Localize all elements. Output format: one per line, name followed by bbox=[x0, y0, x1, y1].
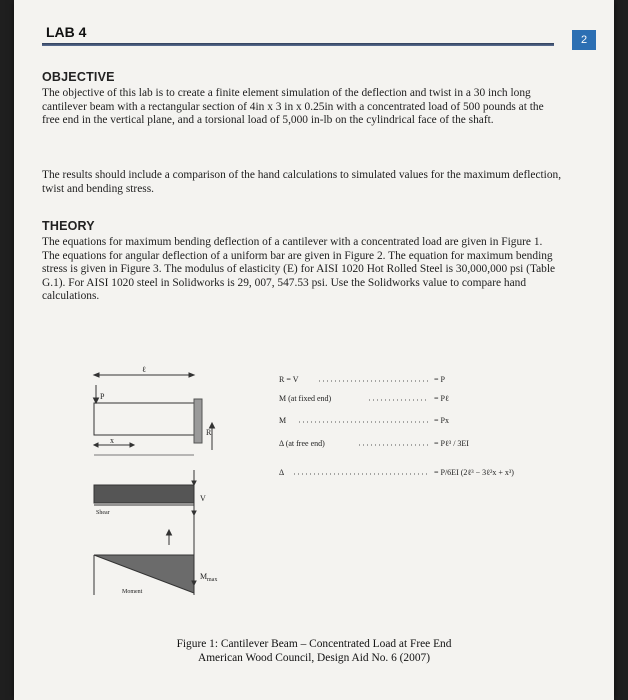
equation-4-lhs: Δ (at free end) bbox=[279, 439, 325, 448]
label-reaction: R bbox=[206, 428, 212, 437]
label-load: P bbox=[100, 392, 105, 401]
label-moment: Moment bbox=[122, 589, 143, 595]
page-number-badge: 2 bbox=[572, 30, 596, 50]
label-x: x bbox=[110, 436, 114, 445]
header-title: LAB 4 bbox=[46, 24, 87, 40]
label-v: V bbox=[200, 494, 206, 503]
label-shear: Shear bbox=[96, 510, 110, 516]
figure-1 bbox=[74, 355, 574, 635]
theory-heading: THEORY bbox=[42, 219, 95, 233]
figure-caption bbox=[14, 637, 614, 665]
equation-1-lhs: R = V bbox=[279, 375, 299, 384]
equation-1-rhs: = P bbox=[434, 375, 445, 384]
document-page bbox=[14, 0, 614, 700]
objective-heading: OBJECTIVE bbox=[42, 70, 115, 84]
objective-paragraph-1: The objective of this lab is to create a finite element simulation of the deflection and twist in a 30 inch long cantilever beam with a rectangular section of 4in x 3 in x 0.25in with a concentrated load of 500 pounds at the free end in the vertical plane, and a torsional load of 5,000 in-lb on the cylindrical face of the shaft. bbox=[42, 87, 544, 127]
theory-paragraph: The equations for maximum bending deflection of a cantilever with a concentrated load are given in Figure 1. The equations for angular deflection of a uniform bar are given in Figure 2. The equation for maximum bending stress is given in Figure 3. The modulus of elasticity (E) for AISI 1020 Hot Rolled Steel is 30,000,000 psi (Table G.1). For AISI 1020 steel in Solidworks is 29, 007, 547.53 psi. Use the Solidworks value to compare hand calculations. bbox=[42, 236, 556, 303]
objective-paragraph-2: The results should include a comparison of the hand calculations to simulated values for the maximum deflection, twist and bending stress. bbox=[42, 169, 562, 195]
equations-block bbox=[279, 375, 514, 477]
equation-2-lhs: M (at fixed end) bbox=[279, 394, 332, 403]
equation-4-rhs: = Pℓ³ / 3EI bbox=[434, 439, 469, 448]
equation-2-rhs: = Pℓ bbox=[434, 394, 449, 403]
label-length: ℓ bbox=[142, 365, 146, 374]
figure-1-diagram bbox=[74, 355, 574, 635]
caption-line-1: Figure 1: Cantilever Beam – Concentrated Load at Free End bbox=[176, 638, 452, 650]
label-mmax: M bbox=[200, 572, 208, 581]
label-mmax-sub: max bbox=[207, 577, 218, 583]
beam-diagram bbox=[94, 373, 218, 595]
equation-5-rhs: = P/6EI (2ℓ³ − 3ℓ²x + x³) bbox=[434, 468, 514, 477]
caption-line-2: American Wood Council, Design Aid No. 6 (2007) bbox=[197, 652, 431, 664]
equation-3-lhs: M bbox=[279, 416, 287, 425]
equation-5-lhs: Δ bbox=[279, 468, 285, 477]
equation-3-rhs: = Px bbox=[434, 416, 449, 425]
header-rule bbox=[42, 43, 554, 46]
